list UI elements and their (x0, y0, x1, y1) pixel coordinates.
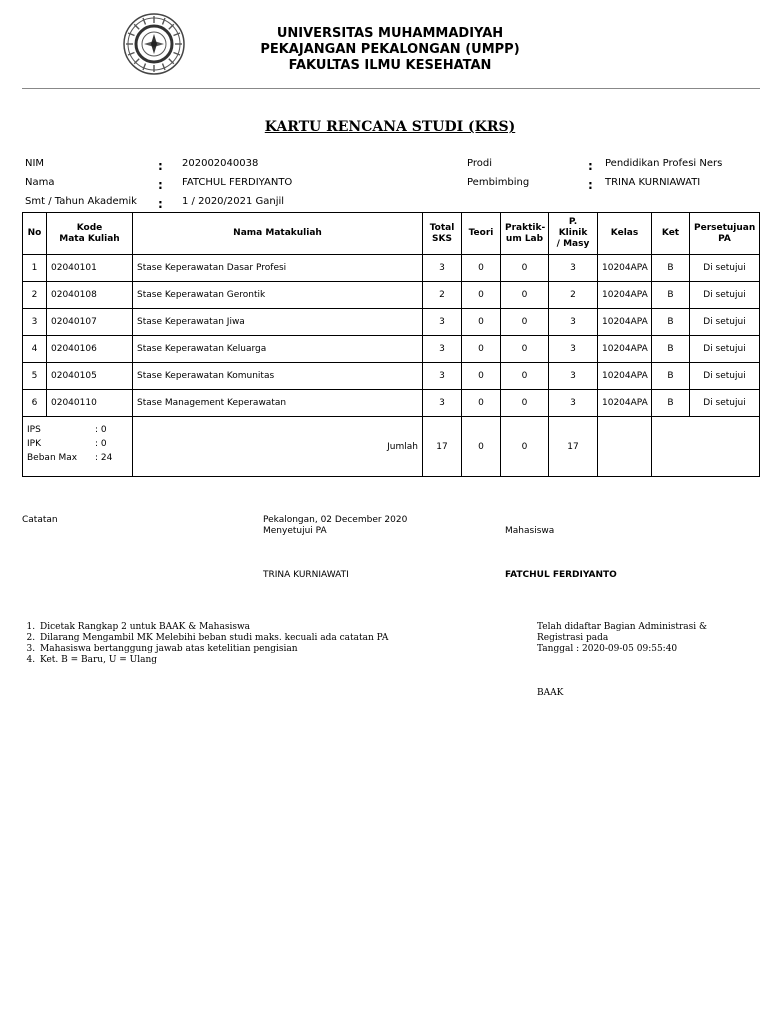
place-date: Pekalongan, 02 December 2020 (263, 515, 408, 525)
table-row (23, 282, 760, 309)
cell-kelas: 10204APA (598, 363, 652, 390)
note-item: 1. Dicetak Rangkap 2 untuk BAAK & Mahasiswa (38, 622, 388, 633)
cell-persetujuan: Di setujui (690, 336, 760, 363)
ips-label: IPS (27, 425, 41, 435)
header-praktikum: Praktik- um Lab (501, 213, 549, 255)
semester-label: Smt / Tahun Akademik (25, 196, 137, 207)
header-teori: Teori (462, 213, 501, 255)
cell-nama: Stase Keperawatan Dasar Profesi (133, 255, 423, 282)
nim-value: 202002040038 (182, 158, 259, 169)
cell-ket: B (652, 282, 690, 309)
jumlah-label: Jumlah (133, 417, 423, 477)
cell-kode: 02040107 (47, 309, 133, 336)
semester-value: 1 / 2020/2021 Ganjil (182, 196, 285, 207)
cell-teori: 0 (462, 336, 501, 363)
catatan-label: Catatan (22, 515, 58, 525)
cell-teori: 0 (462, 282, 501, 309)
total-klinik: 17 (549, 417, 598, 477)
cell-nama: Stase Keperawatan Jiwa (133, 309, 423, 336)
cell-kode: 02040105 (47, 363, 133, 390)
cell-praktikum: 0 (501, 390, 549, 417)
note-item: 2. Dilarang Mengambil MK Melebihi beban studi maks. kecuali ada catatan PA (38, 633, 388, 644)
nama-label: Nama (25, 177, 55, 188)
cell-kelas: 10204APA (598, 255, 652, 282)
header-nama: Nama Matakuliah (133, 213, 423, 255)
cell-praktikum: 0 (501, 282, 549, 309)
cell-klinik: 3 (549, 255, 598, 282)
cell-persetujuan: Di setujui (690, 255, 760, 282)
cell-praktikum: 0 (501, 309, 549, 336)
course-table (22, 212, 760, 477)
note-item: 3. Mahasiswa bertanggung jawab atas ketelitian pengisian (38, 644, 388, 655)
header-klinik: P. Klinik / Masy (549, 213, 598, 255)
pembimbing-value: TRINA KURNIAWATI (605, 177, 701, 188)
cell-praktikum: 0 (501, 336, 549, 363)
header-no: No (23, 213, 47, 255)
pembimbing-colon: : (588, 178, 593, 192)
cell-kode: 02040106 (47, 336, 133, 363)
beban-max-value: : 24 (95, 453, 113, 463)
cell-no: 4 (23, 336, 47, 363)
cell-teori: 0 (462, 363, 501, 390)
cell-nama: Stase Keperawatan Gerontik (133, 282, 423, 309)
empty-cell (652, 417, 760, 477)
nama-colon: : (158, 178, 163, 192)
cell-praktikum: 0 (501, 255, 549, 282)
cell-ket: B (652, 255, 690, 282)
cell-kelas: 10204APA (598, 336, 652, 363)
header-ket: Ket (652, 213, 690, 255)
pa-signature-name: TRINA KURNIAWATI (263, 570, 349, 580)
nim-label: NIM (25, 158, 45, 169)
institution-name: UNIVERSITAS MUHAMMADIYAH (276, 26, 504, 41)
cell-persetujuan: Di setujui (690, 309, 760, 336)
pembimbing-label: Pembimbing (467, 177, 530, 188)
cell-teori: 0 (462, 390, 501, 417)
cell-nama: Stase Keperawatan Komunitas (133, 363, 423, 390)
cell-klinik: 3 (549, 336, 598, 363)
cell-teori: 0 (462, 309, 501, 336)
baak-label: BAAK (537, 688, 564, 698)
cell-ket: B (652, 309, 690, 336)
cell-sks: 2 (423, 282, 462, 309)
document-title: KARTU RENCANA STUDI (KRS) (264, 119, 516, 135)
header-kode: Kode Mata Kuliah (47, 213, 133, 255)
cell-ket: B (652, 390, 690, 417)
cell-persetujuan: Di setujui (690, 363, 760, 390)
total-teori: 0 (462, 417, 501, 477)
nim-colon: : (158, 159, 163, 173)
registration-line-2: Registrasi pada (537, 633, 609, 643)
notes-list (22, 622, 388, 666)
faculty-name: FAKULTAS ILMU KESEHATAN (288, 58, 492, 73)
header-persetujuan: Persetujuan PA (690, 213, 760, 255)
menyetujui-pa-label: Menyetujui PA (263, 526, 327, 536)
cell-kode: 02040101 (47, 255, 133, 282)
table-row (23, 309, 760, 336)
prodi-value: Pendidikan Profesi Ners (605, 158, 723, 169)
ips-value: : 0 (95, 425, 107, 435)
cell-sks: 3 (423, 390, 462, 417)
cell-no: 6 (23, 390, 47, 417)
cell-sks: 3 (423, 336, 462, 363)
nama-value: FATCHUL FERDIYANTO (182, 177, 293, 188)
table-header-row (23, 213, 760, 255)
summary-gpa (23, 417, 133, 477)
cell-klinik: 3 (549, 390, 598, 417)
table-row (23, 390, 760, 417)
header-total-sks: Total SKS (423, 213, 462, 255)
cell-ket: B (652, 336, 690, 363)
registration-line-1: Telah didaftar Bagian Administrasi & (537, 622, 708, 632)
table-row (23, 255, 760, 282)
cell-kelas: 10204APA (598, 309, 652, 336)
student-signature-name: FATCHUL FERDIYANTO (505, 570, 617, 580)
prodi-colon: : (588, 159, 593, 173)
cell-praktikum: 0 (501, 363, 549, 390)
cell-klinik: 2 (549, 282, 598, 309)
institution-header (160, 26, 620, 74)
ipk-value: : 0 (95, 439, 107, 449)
cell-persetujuan: Di setujui (690, 390, 760, 417)
cell-ket: B (652, 363, 690, 390)
total-praktikum: 0 (501, 417, 549, 477)
beban-max-label: Beban Max (27, 453, 78, 463)
cell-kelas: 10204APA (598, 282, 652, 309)
cell-sks: 3 (423, 363, 462, 390)
cell-teori: 0 (462, 255, 501, 282)
header-kelas: Kelas (598, 213, 652, 255)
cell-kode: 02040110 (47, 390, 133, 417)
summary-row (23, 417, 760, 477)
cell-no: 5 (23, 363, 47, 390)
mahasiswa-label: Mahasiswa (505, 526, 555, 536)
cell-kode: 02040108 (47, 282, 133, 309)
cell-sks: 3 (423, 255, 462, 282)
registration-date: Tanggal : 2020-09-05 09:55:40 (537, 644, 678, 654)
ipk-label: IPK (27, 439, 41, 449)
cell-no: 1 (23, 255, 47, 282)
semester-colon: : (158, 197, 163, 211)
table-row (23, 363, 760, 390)
cell-nama: Stase Management Keperawatan (133, 390, 423, 417)
cell-no: 3 (23, 309, 47, 336)
empty-cell (598, 417, 652, 477)
note-item: 4. Ket. B = Baru, U = Ulang (38, 655, 388, 666)
cell-persetujuan: Di setujui (690, 282, 760, 309)
institution-location: PEKAJANGAN PEKALONGAN (UMPP) (260, 42, 520, 57)
cell-kelas: 10204APA (598, 390, 652, 417)
cell-nama: Stase Keperawatan Keluarga (133, 336, 423, 363)
cell-klinik: 3 (549, 309, 598, 336)
cell-sks: 3 (423, 309, 462, 336)
table-row (23, 336, 760, 363)
total-sks: 17 (423, 417, 462, 477)
header-divider (22, 88, 760, 89)
cell-no: 2 (23, 282, 47, 309)
cell-klinik: 3 (549, 363, 598, 390)
prodi-label: Prodi (467, 158, 492, 169)
